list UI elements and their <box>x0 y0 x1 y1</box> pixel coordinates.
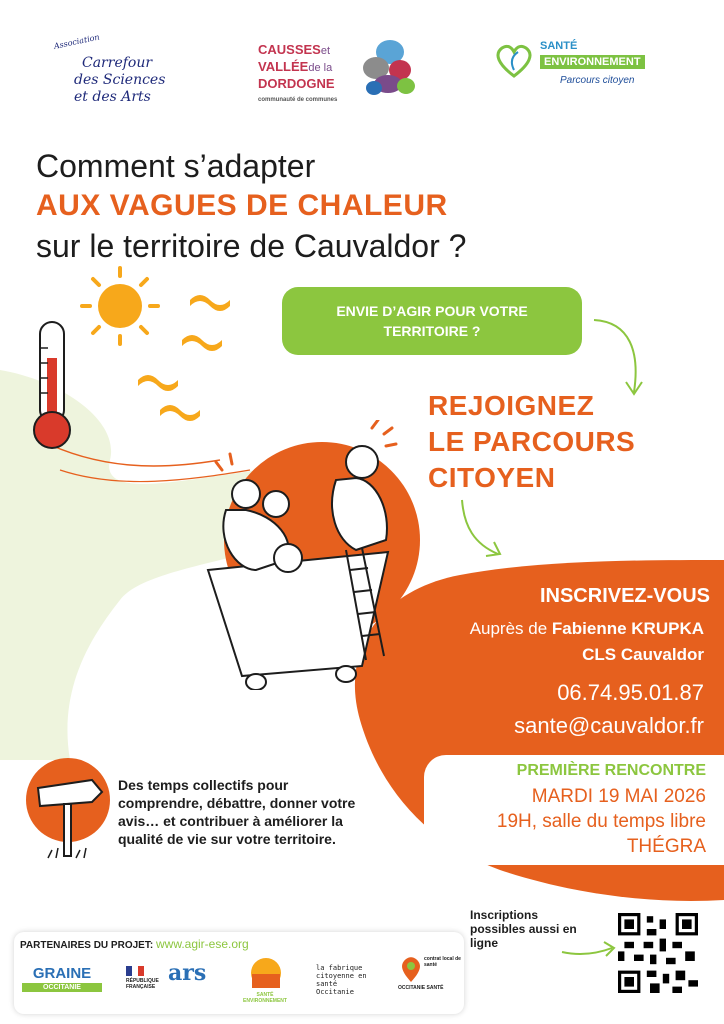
page-title <box>36 146 696 266</box>
thermometer-icon <box>24 318 80 458</box>
cls-top: contrat local de santé <box>424 956 461 968</box>
sante-parcours: Parcours citoyen <box>560 75 635 86</box>
graine-sub: OCCITANIE <box>22 983 102 992</box>
contact-org: CLS Cauvaldor <box>582 645 704 664</box>
cv-line1b: et <box>320 45 331 57</box>
partners-url[interactable]: www.agir-ese.org <box>156 937 249 951</box>
carrefour-assoc: Association <box>53 32 101 51</box>
fabrique-logo: la fabrique citoyenne en santé Occitanie <box>316 964 367 996</box>
rejoignez-line2: LE PARCOURS <box>428 426 636 457</box>
rejoignez-line3: CITOYEN <box>428 462 556 493</box>
title-line2: AUX VAGUES DE CHALEUR <box>36 189 448 222</box>
sante-env: ENVIRONNEMENT <box>540 55 645 69</box>
rencontre-date: MARDI 19 MAI 2026 <box>531 786 706 807</box>
sante-environnement-logo <box>492 36 692 106</box>
graine-logo <box>22 965 102 992</box>
heart-leaf-icon <box>492 40 536 80</box>
envie-agir-text: ENVIE D’AGIR POUR VOTRE TERRITOIRE ? <box>336 303 528 339</box>
rencontre-place: 19H, salle du temps libre <box>496 811 706 832</box>
pebbles-icon <box>358 36 418 106</box>
contact-aupres: Auprès de <box>469 619 552 638</box>
cv-line2a: VALLÉE <box>258 59 309 74</box>
email-link[interactable]: sante@cauvaldor.fr <box>514 713 704 738</box>
signpost-icon <box>30 770 110 864</box>
phone-number[interactable]: 06.74.95.01.87 <box>557 680 704 705</box>
arrow-right-icon <box>560 936 620 960</box>
sante-top: SANTÉ <box>540 40 578 52</box>
partners-label: PARTENAIRES DU PROJET: <box>20 940 154 951</box>
cauvaldor-logo <box>258 36 418 116</box>
cls-logo: OCCITANIE SANTÉ <box>398 985 444 991</box>
ars-logo: ars <box>168 960 207 986</box>
cv-line1a: CAUSSES <box>258 42 321 57</box>
carrefour-logo <box>52 32 182 113</box>
carrefour-line3: et des Arts <box>74 89 151 105</box>
title-line1: Comment s’adapter <box>36 148 316 184</box>
sante-env-small-logo: SANTÉ ENVIRONNEMENT <box>243 992 287 1004</box>
rencontre-title: PREMIÈRE RENCONTRE <box>516 762 706 779</box>
contact-block <box>380 616 704 668</box>
title-line3: sur le territoire de Cauvaldor ? <box>36 228 467 264</box>
contact-name: Fabienne KRUPKA <box>551 619 704 638</box>
rf-text: RÉPUBLIQUE FRANÇAISE <box>126 978 159 990</box>
flag-icon <box>126 966 144 976</box>
arrow-down-right-icon <box>454 496 514 566</box>
inscrivez-heading: INSCRIVEZ-VOUS <box>539 585 710 607</box>
carrefour-line1: Carrefour <box>82 55 153 71</box>
republique-logo <box>126 966 166 990</box>
cv-line3: DORDOGNE <box>258 76 335 91</box>
cv-sub: communauté de communes <box>258 97 338 103</box>
sante-env-small-icon <box>246 956 286 990</box>
rejoignez-line1: REJOIGNEZ <box>428 390 595 421</box>
envie-agir-box <box>282 287 582 355</box>
online-text: Inscriptions possibles aussi en ligne <box>470 908 577 950</box>
qr-code[interactable] <box>618 913 698 993</box>
cv-line2b: de la <box>308 62 333 74</box>
rencontre-town: THÉGRA <box>626 836 706 857</box>
rejoignez-heading <box>428 388 688 496</box>
map-pin-icon <box>398 956 424 984</box>
collective-text: Des temps collectifs pour comprendre, débattre, donner votre avis… et contribuer à améliorer la qualité de vie sur votre territoire. <box>118 777 356 847</box>
carrefour-line2: des Sciences <box>74 72 166 88</box>
graine-text: GRAINE <box>32 965 92 982</box>
